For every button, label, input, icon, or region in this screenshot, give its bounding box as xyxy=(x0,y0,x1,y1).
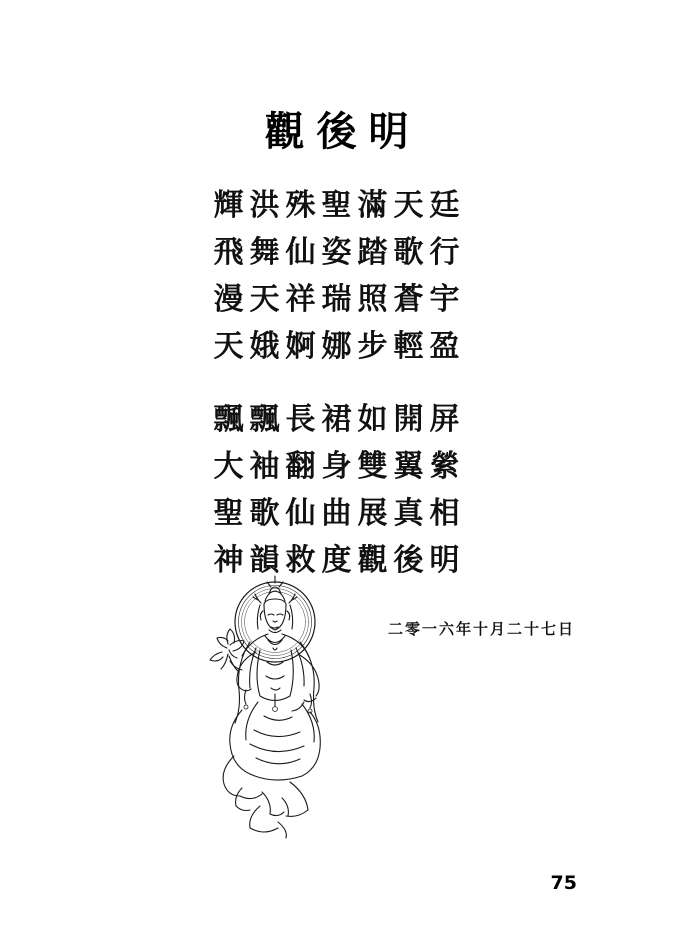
verse-line: 大袖翻身雙翼縈 xyxy=(213,449,466,484)
verse-line: 聖歌仙曲展真相 xyxy=(213,496,466,531)
poem-body xyxy=(0,182,673,584)
stanza xyxy=(0,396,673,584)
verse-line: 神韻救度觀後明 xyxy=(213,543,466,578)
page-number: 75 xyxy=(550,872,577,894)
verse-line: 輝洪殊聖滿天廷 xyxy=(213,188,466,223)
stanza xyxy=(0,182,673,370)
verse-line: 飛舞仙姿踏歌行 xyxy=(213,235,466,270)
composition-date: 二零一六年十月二十七日 xyxy=(388,620,576,638)
verse-line: 天娥婀娜步輕盈 xyxy=(213,329,466,364)
verse-line: 漫天祥瑞照蒼宇 xyxy=(213,282,466,317)
bodhisattva-illustration xyxy=(172,570,382,845)
page-title: 觀後明 xyxy=(264,108,421,155)
verse-line: 飄飄長裙如開屏 xyxy=(213,402,466,437)
